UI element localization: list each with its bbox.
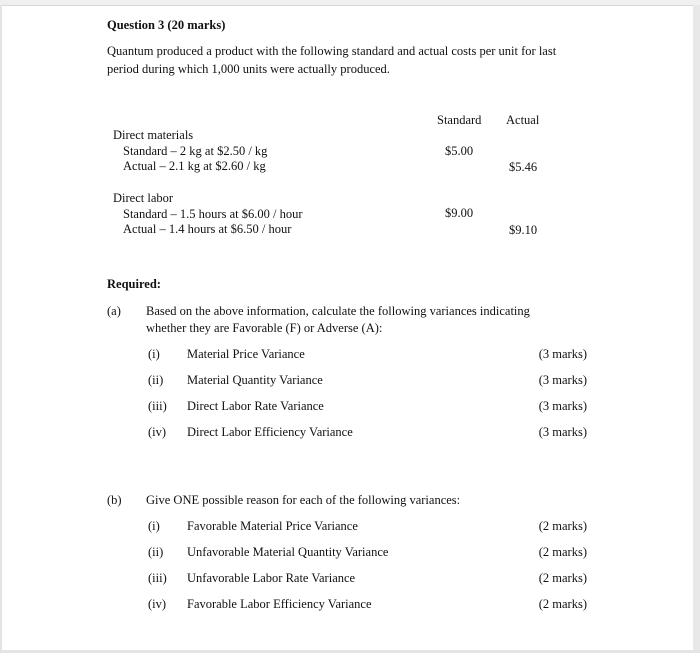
part-b-item-text: Favorable Material Price Variance xyxy=(187,519,358,533)
part-b-label: (b) xyxy=(107,493,122,507)
part-a-text-line-2: whether they are Favorable (F) or Adverse (A): xyxy=(146,321,383,335)
part-a-item-num: (iii) xyxy=(148,399,167,413)
part-b-item-text: Unfavorable Material Quantity Variance xyxy=(187,545,389,559)
intro-line-2: period during which 1,000 units were actually produced. xyxy=(107,62,390,76)
materials-heading: Direct materials xyxy=(113,128,194,142)
part-a-label: (a) xyxy=(107,304,121,318)
part-a-item-marks: (3 marks) xyxy=(538,347,587,361)
part-a-item-num: (i) xyxy=(148,347,160,361)
part-b-item-marks: (2 marks) xyxy=(538,571,587,585)
materials-actual-cost: $5.46 xyxy=(509,160,538,174)
labor-standard-cost: $9.00 xyxy=(445,206,474,220)
part-b-item-marks: (2 marks) xyxy=(538,519,587,533)
intro-line-1: Quantum produced a product with the following standard and actual costs per unit for last xyxy=(107,44,557,58)
labor-actual-desc: Actual – 1.4 hours at $6.50 / hour xyxy=(123,222,292,236)
part-b-item-text: Unfavorable Labor Rate Variance xyxy=(187,571,356,585)
part-a-item-num: (iv) xyxy=(148,425,167,439)
part-a-item-marks: (3 marks) xyxy=(538,399,587,413)
part-b-item-num: (iv) xyxy=(148,597,167,611)
part-a-item-marks: (3 marks) xyxy=(538,373,587,387)
labor-standard-desc: Standard – 1.5 hours at $6.00 / hour xyxy=(123,207,303,221)
window-left-edge xyxy=(0,5,2,653)
required-heading: Required: xyxy=(107,277,161,291)
part-a-item-text: Material Price Variance xyxy=(187,347,305,361)
part-b-item-marks: (2 marks) xyxy=(538,597,587,611)
part-b-item-num: (iii) xyxy=(148,571,167,585)
labor-actual-cost: $9.10 xyxy=(509,223,538,237)
window-top-edge xyxy=(0,0,700,6)
part-b-item-num: (i) xyxy=(148,519,160,533)
part-a-text-line-1: Based on the above information, calculate the following variances indicating xyxy=(146,304,530,318)
part-a-item-text: Direct Labor Rate Variance xyxy=(187,399,324,413)
part-b-item-text: Favorable Labor Efficiency Variance xyxy=(187,597,372,611)
part-a-item-num: (ii) xyxy=(148,373,164,387)
labor-heading: Direct labor xyxy=(113,191,174,205)
col-header-standard: Standard xyxy=(437,113,482,127)
col-header-actual: Actual xyxy=(506,113,540,127)
part-b-item-marks: (2 marks) xyxy=(538,545,587,559)
window-right-edge xyxy=(693,5,700,653)
part-b-item-num: (ii) xyxy=(148,545,164,559)
part-a-item-text: Direct Labor Efficiency Variance xyxy=(187,425,353,439)
materials-standard-cost: $5.00 xyxy=(445,144,474,158)
materials-standard-desc: Standard – 2 kg at $2.50 / kg xyxy=(123,144,268,158)
part-a-item-text: Material Quantity Variance xyxy=(187,373,323,387)
part-b-text: Give ONE possible reason for each of the following variances: xyxy=(146,493,461,507)
part-a-item-marks: (3 marks) xyxy=(538,425,587,439)
materials-actual-desc: Actual – 2.1 kg at $2.60 / kg xyxy=(123,159,266,173)
question-title: Question 3 (20 marks) xyxy=(107,18,226,32)
